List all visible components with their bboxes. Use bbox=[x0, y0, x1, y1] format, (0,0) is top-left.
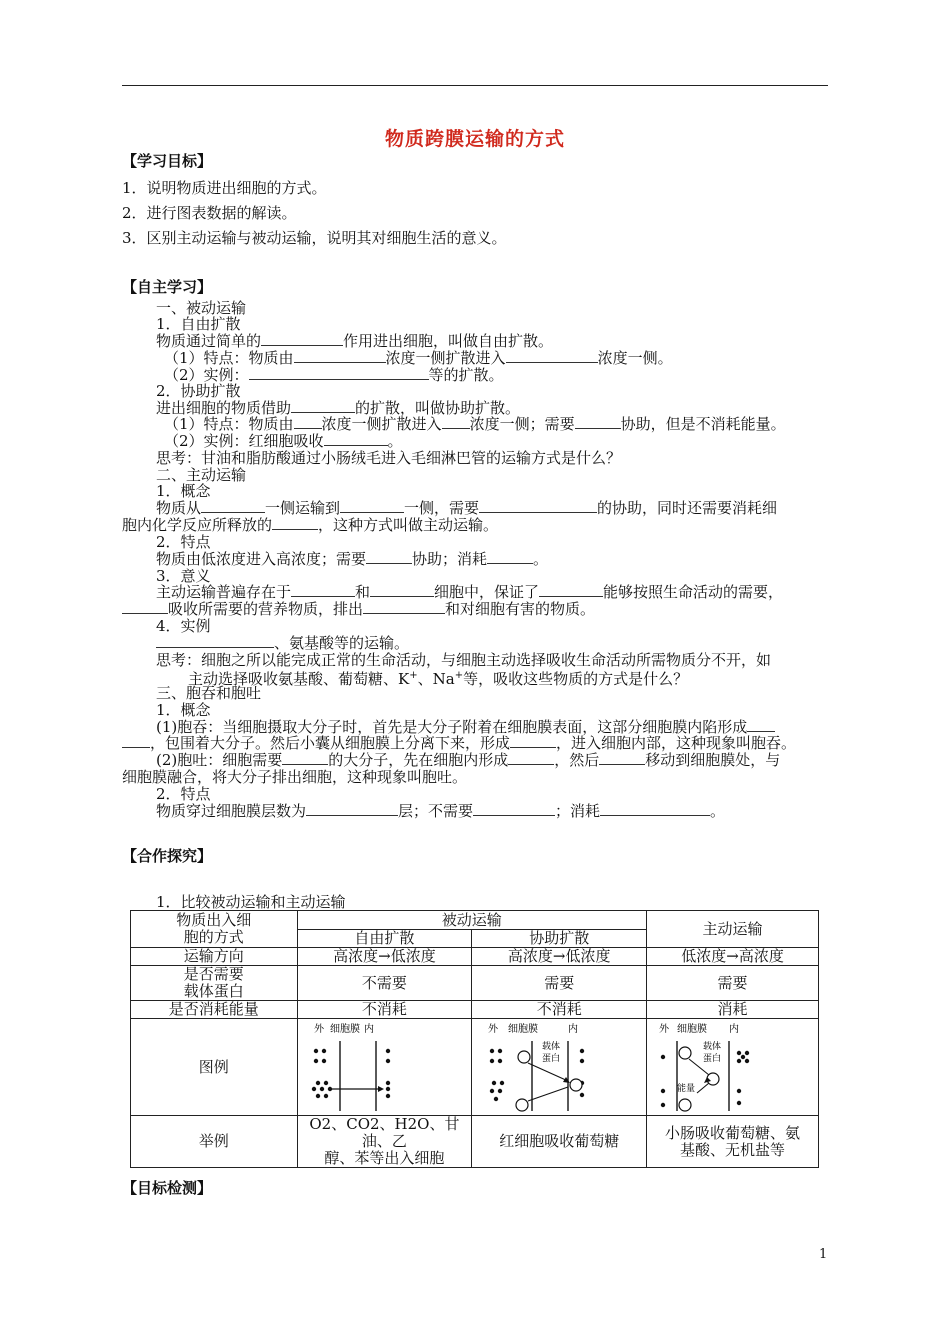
facilitated-diffusion-diagram bbox=[472, 1019, 647, 1116]
text-line: (1)胞吞：当细胞摄取大分子时，首先是大分子附着在细胞膜表面，这部分细胞膜内陷形成 bbox=[156, 717, 775, 737]
text-line: （1）特点：物质由 浓度一侧扩散进入 浓度一侧；需要 协助，但是不消耗能量。 bbox=[164, 415, 786, 433]
subsection-heading: 1．概念 bbox=[156, 482, 211, 500]
subsection-heading: 1．概念 bbox=[156, 701, 211, 719]
comparison-table bbox=[130, 910, 819, 1168]
subsection-heading: 1．自由扩散 bbox=[156, 315, 241, 333]
table-row: 是否需要 载体蛋白 不需要 需要 需要 bbox=[131, 966, 819, 1001]
svg-text:内: 内 bbox=[363, 1024, 374, 1035]
text-line: (2)胞吐：细胞需要 的大分子，先在细胞内形成 ，然后 移动到细胞膜处，与 bbox=[156, 751, 781, 769]
text-line: （2）实例：红细胞吸收 。 bbox=[164, 432, 403, 450]
text-line: 物质通过简单的 作用进出细胞，叫做自由扩散。 bbox=[156, 332, 554, 350]
table-row: 举例 O2、CO2、H2O、甘油、乙 醇、苯等出入细胞 红细胞吸收葡萄糖 小肠吸收葡萄糖、氨 基酸、无机盐等 bbox=[131, 1116, 819, 1168]
objective-item: 2．进行图表数据的解读。 bbox=[122, 204, 297, 222]
subsection-heading: 3．意义 bbox=[156, 567, 211, 585]
svg-text:载体: 载体 bbox=[703, 1041, 722, 1051]
table-row: 图例 外 细胞膜 内 外 细胞膜 内 载体 蛋白 外 细胞膜 内 载体 蛋白 能量 bbox=[131, 1019, 819, 1116]
table-row: 是否消耗能量 不消耗 不消耗 消耗 bbox=[131, 1001, 819, 1019]
svg-text:载体: 载体 bbox=[542, 1041, 561, 1051]
table-header-passive: 被动运输 bbox=[297, 911, 647, 930]
svg-text:细胞膜: 细胞膜 bbox=[508, 1024, 539, 1035]
svg-text:外: 外 bbox=[488, 1024, 499, 1035]
svg-text:蛋白: 蛋白 bbox=[542, 1053, 561, 1063]
detect-heading: 【目标检测】 bbox=[122, 1179, 213, 1197]
text-line: 细胞膜融合，将大分子排出细胞，这种现象叫胞吐。 bbox=[122, 768, 468, 786]
text-line: （1）特点：物质由 浓度一侧扩散进入 浓度一侧。 bbox=[164, 349, 673, 367]
objective-item: 3．区别主动运输与被动运输，说明其对细胞生活的意义。 bbox=[122, 229, 507, 247]
text-line: （2）实例： 等的扩散。 bbox=[164, 366, 504, 384]
subsection-heading: 2．特点 bbox=[156, 785, 211, 803]
section-heading: 三、胞吞和胞吐 bbox=[156, 684, 262, 702]
section-heading: 一、被动运输 bbox=[156, 299, 247, 317]
page-number: 1 bbox=[819, 1247, 828, 1262]
section-heading: 二、主动运输 bbox=[156, 466, 247, 484]
self-study-heading: 【自主学习】 bbox=[122, 278, 213, 296]
text-line: 、氨基酸等的运输。 bbox=[156, 633, 409, 653]
svg-text:外: 外 bbox=[313, 1024, 324, 1035]
svg-text:内: 内 bbox=[568, 1024, 579, 1035]
text-line: 吸收所需要的营养物质，排出 和对细胞有害的物质。 bbox=[122, 599, 595, 619]
header-rule bbox=[122, 85, 828, 86]
svg-text:细胞膜: 细胞膜 bbox=[677, 1024, 708, 1035]
text-line: ，包围着大分子。然后小囊从细胞膜上分离下来，形成 ，进入细胞内部，这种现象叫胞吞。 bbox=[122, 733, 796, 753]
cooperate-heading: 【合作探究】 bbox=[122, 847, 213, 865]
table-row: 运输方向 高浓度→低浓度 高浓度→低浓度 低浓度→高浓度 bbox=[131, 948, 819, 966]
table-header-method: 物质出入细 胞的方式 bbox=[131, 911, 298, 948]
svg-text:外: 外 bbox=[659, 1024, 670, 1035]
text-line: 物质从 一侧运输到 一侧，需要 的协助，同时还需要消耗细 bbox=[156, 499, 778, 517]
think-question: 思考：甘油和脂肪酸通过小肠绒毛进入毛细淋巴管的运输方式是什么？ bbox=[156, 449, 622, 467]
subsection-heading: 2．协助扩散 bbox=[156, 382, 241, 400]
svg-text:能量: 能量 bbox=[677, 1083, 696, 1093]
text-line: 物质穿过细胞膜层数为 层；不需要 ；消耗 。 bbox=[156, 802, 726, 820]
table-header-facilitated-diffusion: 协助扩散 bbox=[472, 930, 647, 948]
svg-text:蛋白: 蛋白 bbox=[703, 1053, 722, 1063]
text-line: 主动运输普遍存在于 和 细胞中，保证了 能够按照生命活动的需要， bbox=[156, 583, 784, 601]
svg-text:细胞膜: 细胞膜 bbox=[329, 1024, 360, 1035]
think-question: 思考：细胞之所以能完成正常的生命活动，与细胞主动选择吸收生命活动所需物质分不开，如 bbox=[156, 651, 772, 669]
text-line: 进出细胞的物质借助 的扩散，叫做协助扩散。 bbox=[156, 399, 521, 417]
table-header-free-diffusion: 自由扩散 bbox=[297, 930, 472, 948]
table-header-active: 主动运输 bbox=[647, 911, 819, 948]
free-diffusion-diagram bbox=[297, 1019, 472, 1116]
subsection-heading: 2．特点 bbox=[156, 533, 211, 551]
text-line: 物质由低浓度进入高浓度；需要 协助；消耗 。 bbox=[156, 550, 549, 568]
text-line: 胞内化学反应所释放的 ，这种方式叫做主动运输。 bbox=[122, 516, 499, 534]
objective-item: 1．说明物质进出细胞的方式。 bbox=[122, 179, 327, 197]
page-title: 物质跨膜运输的方式 bbox=[384, 128, 565, 150]
table-caption: 1．比较被动运输和主动运输 bbox=[156, 893, 346, 911]
think-question: 主动选择吸收氨基酸、葡萄糖、K+、Na+等，吸收这些物质的方式是什么？ bbox=[188, 670, 689, 688]
svg-text:内: 内 bbox=[729, 1024, 740, 1035]
active-transport-diagram bbox=[647, 1019, 819, 1116]
objectives-heading: 【学习目标】 bbox=[122, 152, 213, 170]
subsection-heading: 4．实例 bbox=[156, 617, 211, 635]
